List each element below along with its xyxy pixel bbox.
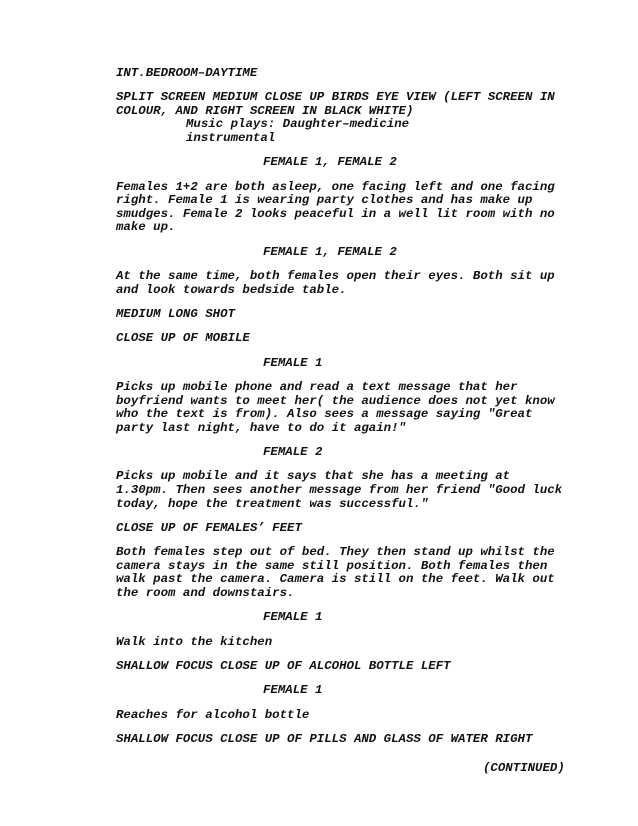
action-line: who the text is from). Also sees a message saying "Great	[116, 407, 533, 422]
action-line: Reaches for alcohol bottle	[116, 707, 310, 722]
action-line: Walk into the kitchen	[116, 634, 273, 649]
action-line: Picks up mobile and it says that she has a meeting at	[116, 469, 511, 484]
music-note-line: instrumental	[186, 131, 276, 145]
character-cue: FEMALE 1	[263, 610, 323, 625]
action-line: make up.	[116, 220, 176, 235]
action-line: Females 1+2 are both asleep, one facing left and one facing	[116, 179, 555, 194]
action-line: camera stays in the same still position. Both females then	[116, 558, 548, 573]
continued-marker: (CONTINUED)	[483, 761, 565, 775]
action-line: walk past the camera. Camera is still on the feet. Walk out	[116, 572, 555, 587]
character-cue: FEMALE 2	[263, 445, 323, 459]
action-line: and look towards bedside table.	[116, 282, 347, 297]
shot-direction: CLOSE UP OF FEMALES’ FEET	[116, 520, 302, 535]
action-line: the room and downstairs.	[116, 585, 295, 600]
shot-direction: SHALLOW FOCUS CLOSE UP OF ALCOHOL BOTTLE LEFT	[116, 658, 451, 673]
shot-direction: CLOSE UP OF MOBILE	[116, 331, 250, 346]
character-cue: FEMALE 1	[263, 683, 323, 698]
shot-direction-line: COLOUR, AND RIGHT SCREEN IN BLACK WHITE)	[116, 103, 414, 118]
action-line: right. Female 1 is wearing party clothes and has make up	[116, 193, 533, 208]
action-line: Picks up mobile phone and read a text message that her	[116, 380, 518, 394]
character-cue: FEMALE 1, FEMALE 2	[263, 155, 397, 170]
action-line: today, hope the treatment was successful."	[116, 496, 429, 511]
scene-heading: INT.BEDROOM–DAYTIME	[116, 66, 258, 80]
action-line: boyfriend wants to meet her( the audience does not yet know	[116, 393, 555, 408]
action-line: 1.30pm. Then sees another message from her friend "Good luck	[116, 482, 563, 497]
action-line: Both females step out of bed. They then stand up whilst the	[116, 545, 555, 560]
character-cue: FEMALE 1	[263, 355, 323, 370]
action-line: smudges. Female 2 looks peaceful in a well lit room with no	[116, 206, 555, 221]
character-cue: FEMALE 1, FEMALE 2	[263, 244, 397, 259]
shot-direction: SHALLOW FOCUS CLOSE UP OF PILLS AND GLASS OF WATER RIGHT	[116, 732, 533, 746]
shot-direction-line: SPLIT SCREEN MEDIUM CLOSE UP BIRDS EYE VIEW (LEFT SCREEN IN	[116, 90, 555, 105]
action-line: At the same time, both females open their eyes. Both sit up	[116, 269, 555, 283]
shot-direction: MEDIUM LONG SHOT	[116, 307, 235, 321]
action-line: party last night, have to do it again!"	[116, 420, 406, 435]
music-note-line: Music plays: Daughter–medicine	[186, 117, 410, 132]
